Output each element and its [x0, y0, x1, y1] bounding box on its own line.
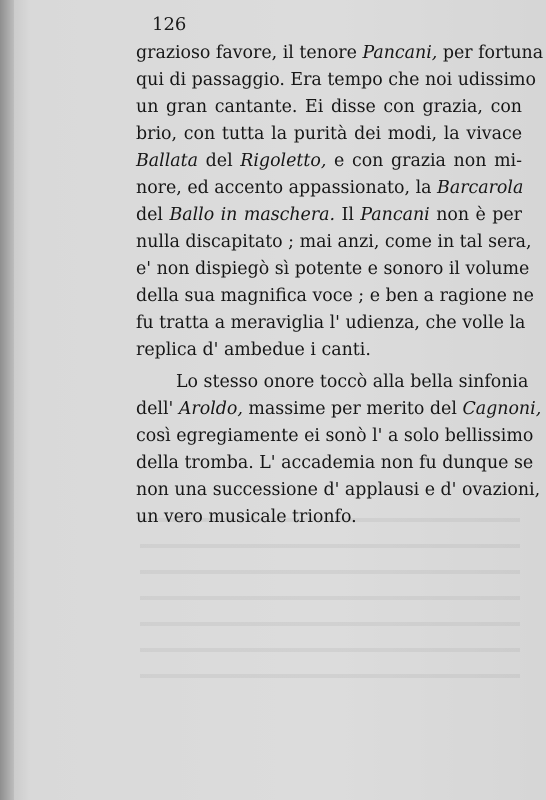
italic-text: Pancani — [360, 205, 430, 225]
italic-text: Barcarola — [437, 178, 524, 198]
text-line: qui di passaggio. Era tempo che noi udissimo — [136, 70, 537, 90]
italic-text: Aroldo, — [178, 399, 243, 419]
italic-text: Rigoletto, — [240, 151, 327, 171]
text-line: fu tratta a meraviglia l' udienza, che volle la — [136, 313, 526, 333]
text-line: nulla discapitato ; mai anzi, come in tal sera, — [136, 232, 532, 252]
text-line: della sua magnifica voce ; e ben a ragione ne — [136, 286, 534, 306]
italic-text: Ballata — [136, 151, 198, 171]
body-text — [136, 40, 544, 531]
page-gutter — [0, 0, 14, 800]
text-line: Lo stesso onore toccò alla bella sinfonia — [176, 372, 529, 392]
text-line: un gran cantante. Ei disse con grazia, con — [136, 97, 522, 117]
text-line: Ballata del Rigoletto, e con grazia non mi- — [136, 151, 522, 171]
paragraph-2 — [136, 369, 542, 531]
italic-text: Cagnoni, — [462, 399, 542, 419]
text-line: e' non dispiegò sì potente e sonoro il volume — [136, 259, 530, 279]
italic-text: Ballo in maschera. — [169, 205, 336, 225]
page-number: 126 — [152, 14, 187, 35]
italic-text: Pancani, — [362, 43, 438, 63]
text-line: dell' Aroldo, massime per merito del Cagnoni, — [136, 399, 542, 419]
text-line: del Ballo in maschera. Il Pancani non è per — [136, 205, 522, 225]
text-line: brio, con tutta la purità dei modi, la vivace — [136, 124, 522, 144]
text-line: grazioso favore, il tenore Pancani, per fortuna — [136, 43, 544, 63]
text-line: della tromba. L' accademia non fu dunque se — [136, 453, 534, 473]
paragraph-1 — [136, 40, 544, 364]
text-line: un vero musicale trionfo. — [136, 507, 357, 527]
text-line: nore, ed accento appassionato, la Barcarola — [136, 178, 524, 198]
text-line: replica d' ambedue i canti. — [136, 340, 371, 360]
text-line: così egregiamente ei sonò l' a solo bellissimo — [136, 426, 534, 446]
text-line: non una successione d' applausi e d' ovazioni, — [136, 480, 541, 500]
